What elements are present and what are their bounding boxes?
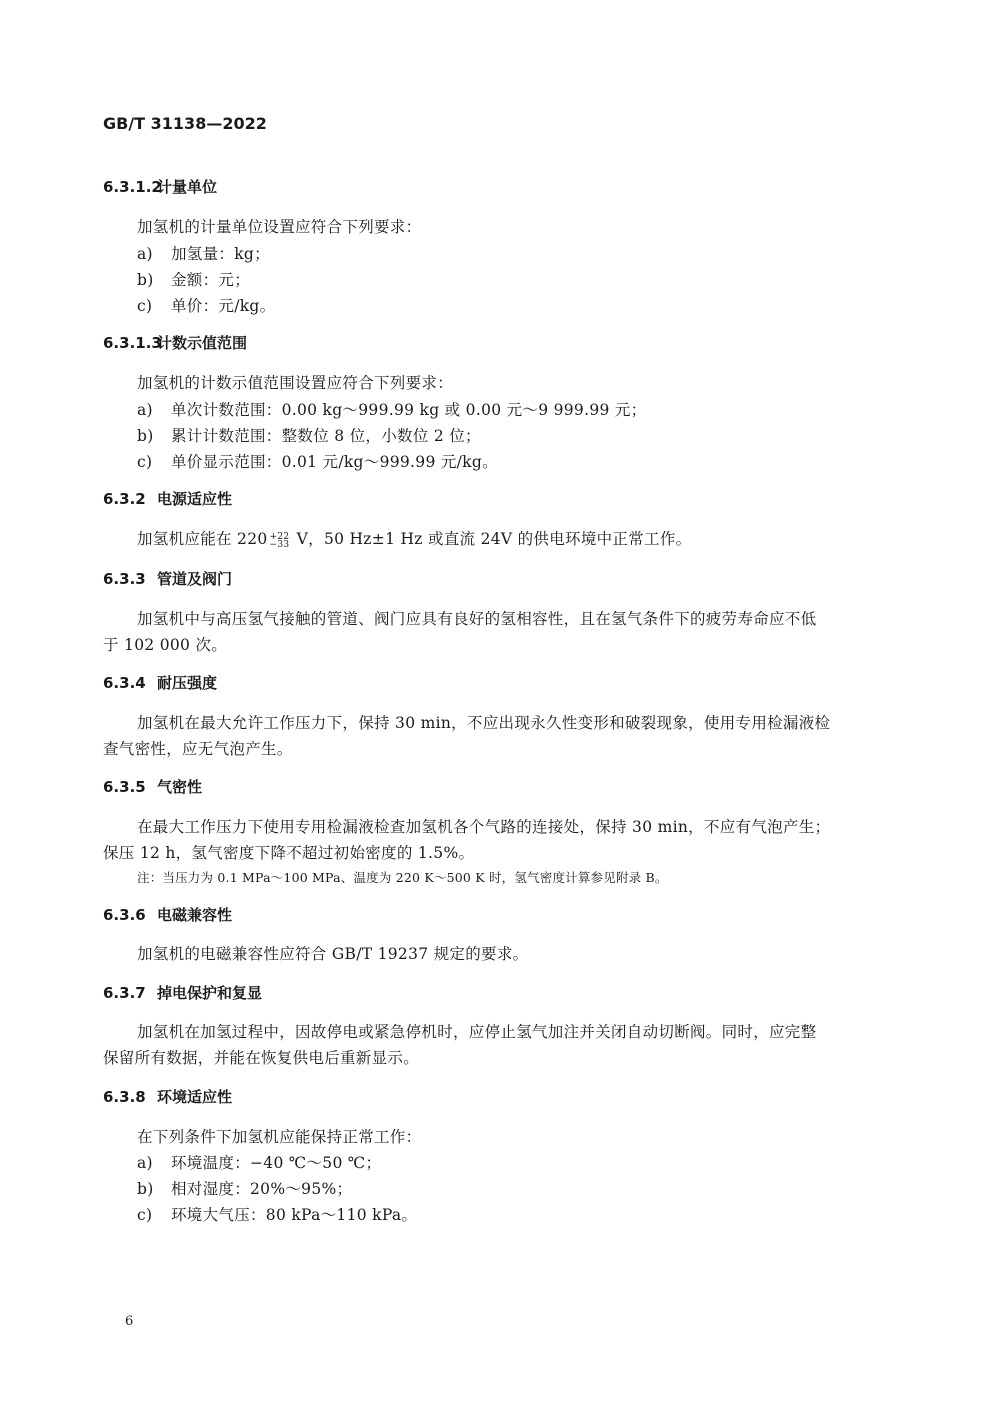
list-marker: a) <box>137 401 153 419</box>
section-heading-6-3-5 <box>103 776 202 797</box>
list-item <box>137 450 498 472</box>
list-text: 单价：元/kg。 <box>171 297 276 315</box>
paragraph-line: 加氢机的电磁兼容性应符合 GB/T 19237 规定的要求。 <box>137 945 529 963</box>
list-text: 单次计数范围：0.00 kg～999.99 kg 或 0.00 元～9 999.99 元； <box>171 401 647 419</box>
list-item <box>137 1203 417 1225</box>
section-title: 耐压强度 <box>157 674 218 692</box>
page-number: 6 <box>125 1314 134 1329</box>
list-item <box>137 398 646 420</box>
section-number: 6.3.5 <box>103 778 146 796</box>
document-header: GB/T 31138—2022 <box>103 114 267 133</box>
section-heading-6-3-3 <box>103 568 232 589</box>
section-intro: 加氢机的计量单位设置应符合下列要求： <box>137 218 422 236</box>
section-title: 掉电保护和复显 <box>157 984 263 1002</box>
paragraph-line: 保压 12 h，氢气密度下降不超过初始密度的 1.5%。 <box>103 844 475 862</box>
list-text: 相对湿度：20%～95%； <box>171 1180 353 1198</box>
list-marker: c) <box>137 453 153 471</box>
list-item <box>137 424 481 446</box>
section-number: 6.3.8 <box>103 1088 146 1106</box>
paragraph-line: 查气密性，应无气泡产生。 <box>103 740 293 758</box>
section-heading-6-3-2 <box>103 488 232 509</box>
section-intro: 在下列条件下加氢机应能保持正常工作： <box>137 1128 422 1146</box>
list-item <box>137 294 275 316</box>
section-heading-6-3-8 <box>103 1086 232 1107</box>
section-number: 6.3.7 <box>103 984 146 1002</box>
section-title: 环境适应性 <box>157 1088 233 1106</box>
list-marker: c) <box>137 297 153 315</box>
list-item <box>137 1177 352 1199</box>
section-number: 6.3.3 <box>103 570 146 588</box>
voltage-tolerance <box>270 533 290 549</box>
list-text: 累计计数范围：整数位 8 位，小数位 2 位； <box>171 427 481 445</box>
paragraph-line: 保留所有数据，并能在恢复供电后重新显示。 <box>103 1049 420 1067</box>
section-heading-6-3-7 <box>103 982 262 1003</box>
section-title: 电源适应性 <box>157 490 233 508</box>
paragraph-text-pre: 加氢机应能在 220 <box>137 530 268 548</box>
list-marker: a) <box>137 1154 153 1172</box>
section-note: 注：当压力为 0.1 MPa～100 MPa、温度为 220 K～500 K 时，氢气密度计算参见附录 B。 <box>137 870 668 885</box>
section-number: 6.3.1.3 <box>103 334 162 352</box>
list-marker: c) <box>137 1206 153 1224</box>
section-title: 计量单位 <box>157 178 218 196</box>
list-text: 金额：元； <box>171 271 251 289</box>
section-heading-6-3-1-2 <box>103 176 217 197</box>
list-marker: b) <box>137 271 154 289</box>
section-title: 计数示值范围 <box>157 334 248 352</box>
list-text: 单价显示范围：0.01 元/kg～999.99 元/kg。 <box>171 453 498 471</box>
list-text: 环境温度：−40 ℃～50 ℃； <box>171 1154 382 1172</box>
section-title: 电磁兼容性 <box>157 906 233 924</box>
list-text: 加氢量：kg； <box>171 245 270 263</box>
list-marker: a) <box>137 245 153 263</box>
paragraph-line: 加氢机在最大允许工作压力下，保持 30 min，不应出现永久性变形和破裂现象，使用专用检漏液检 <box>137 714 831 732</box>
list-item <box>137 1151 381 1173</box>
section-heading-6-3-1-3 <box>103 332 247 353</box>
section-number: 6.3.4 <box>103 674 146 692</box>
paragraph-line: 在最大工作压力下使用专用检漏液检查加氢机各个气路的连接处，保持 30 min，不应有气泡产生； <box>137 818 831 836</box>
tolerance-upper: +22 <box>269 532 290 542</box>
section-number: 6.3.6 <box>103 906 146 924</box>
section-heading-6-3-6 <box>103 904 232 925</box>
section-number: 6.3.1.2 <box>103 178 162 196</box>
list-text: 环境大气压：80 kPa～110 kPa。 <box>171 1206 418 1224</box>
section-number: 6.3.2 <box>103 490 146 508</box>
section-title: 气密性 <box>157 778 203 796</box>
paragraph-line: 于 102 000 次。 <box>103 636 228 654</box>
paragraph-line: 加氢机在加氢过程中，因故停电或紧急停机时，应停止氢气加注并关闭自动切断阀。同时，应完整 <box>137 1023 817 1041</box>
paragraph-text-post: V，50 Hz±1 Hz 或直流 24V 的供电环境中正常工作。 <box>291 530 692 548</box>
tolerance-lower: −33 <box>269 540 290 550</box>
paragraph-line: 加氢机中与高压氢气接触的管道、阀门应具有良好的氢相容性，且在氢气条件下的疲劳寿命应不低 <box>137 610 817 628</box>
list-item <box>137 242 270 264</box>
list-item <box>137 268 250 290</box>
section-heading-6-3-4 <box>103 672 217 693</box>
section-title: 管道及阀门 <box>157 570 233 588</box>
list-marker: b) <box>137 1180 154 1198</box>
section-paragraph <box>137 527 691 549</box>
section-intro: 加氢机的计数示值范围设置应符合下列要求： <box>137 374 454 392</box>
list-marker: b) <box>137 427 154 445</box>
